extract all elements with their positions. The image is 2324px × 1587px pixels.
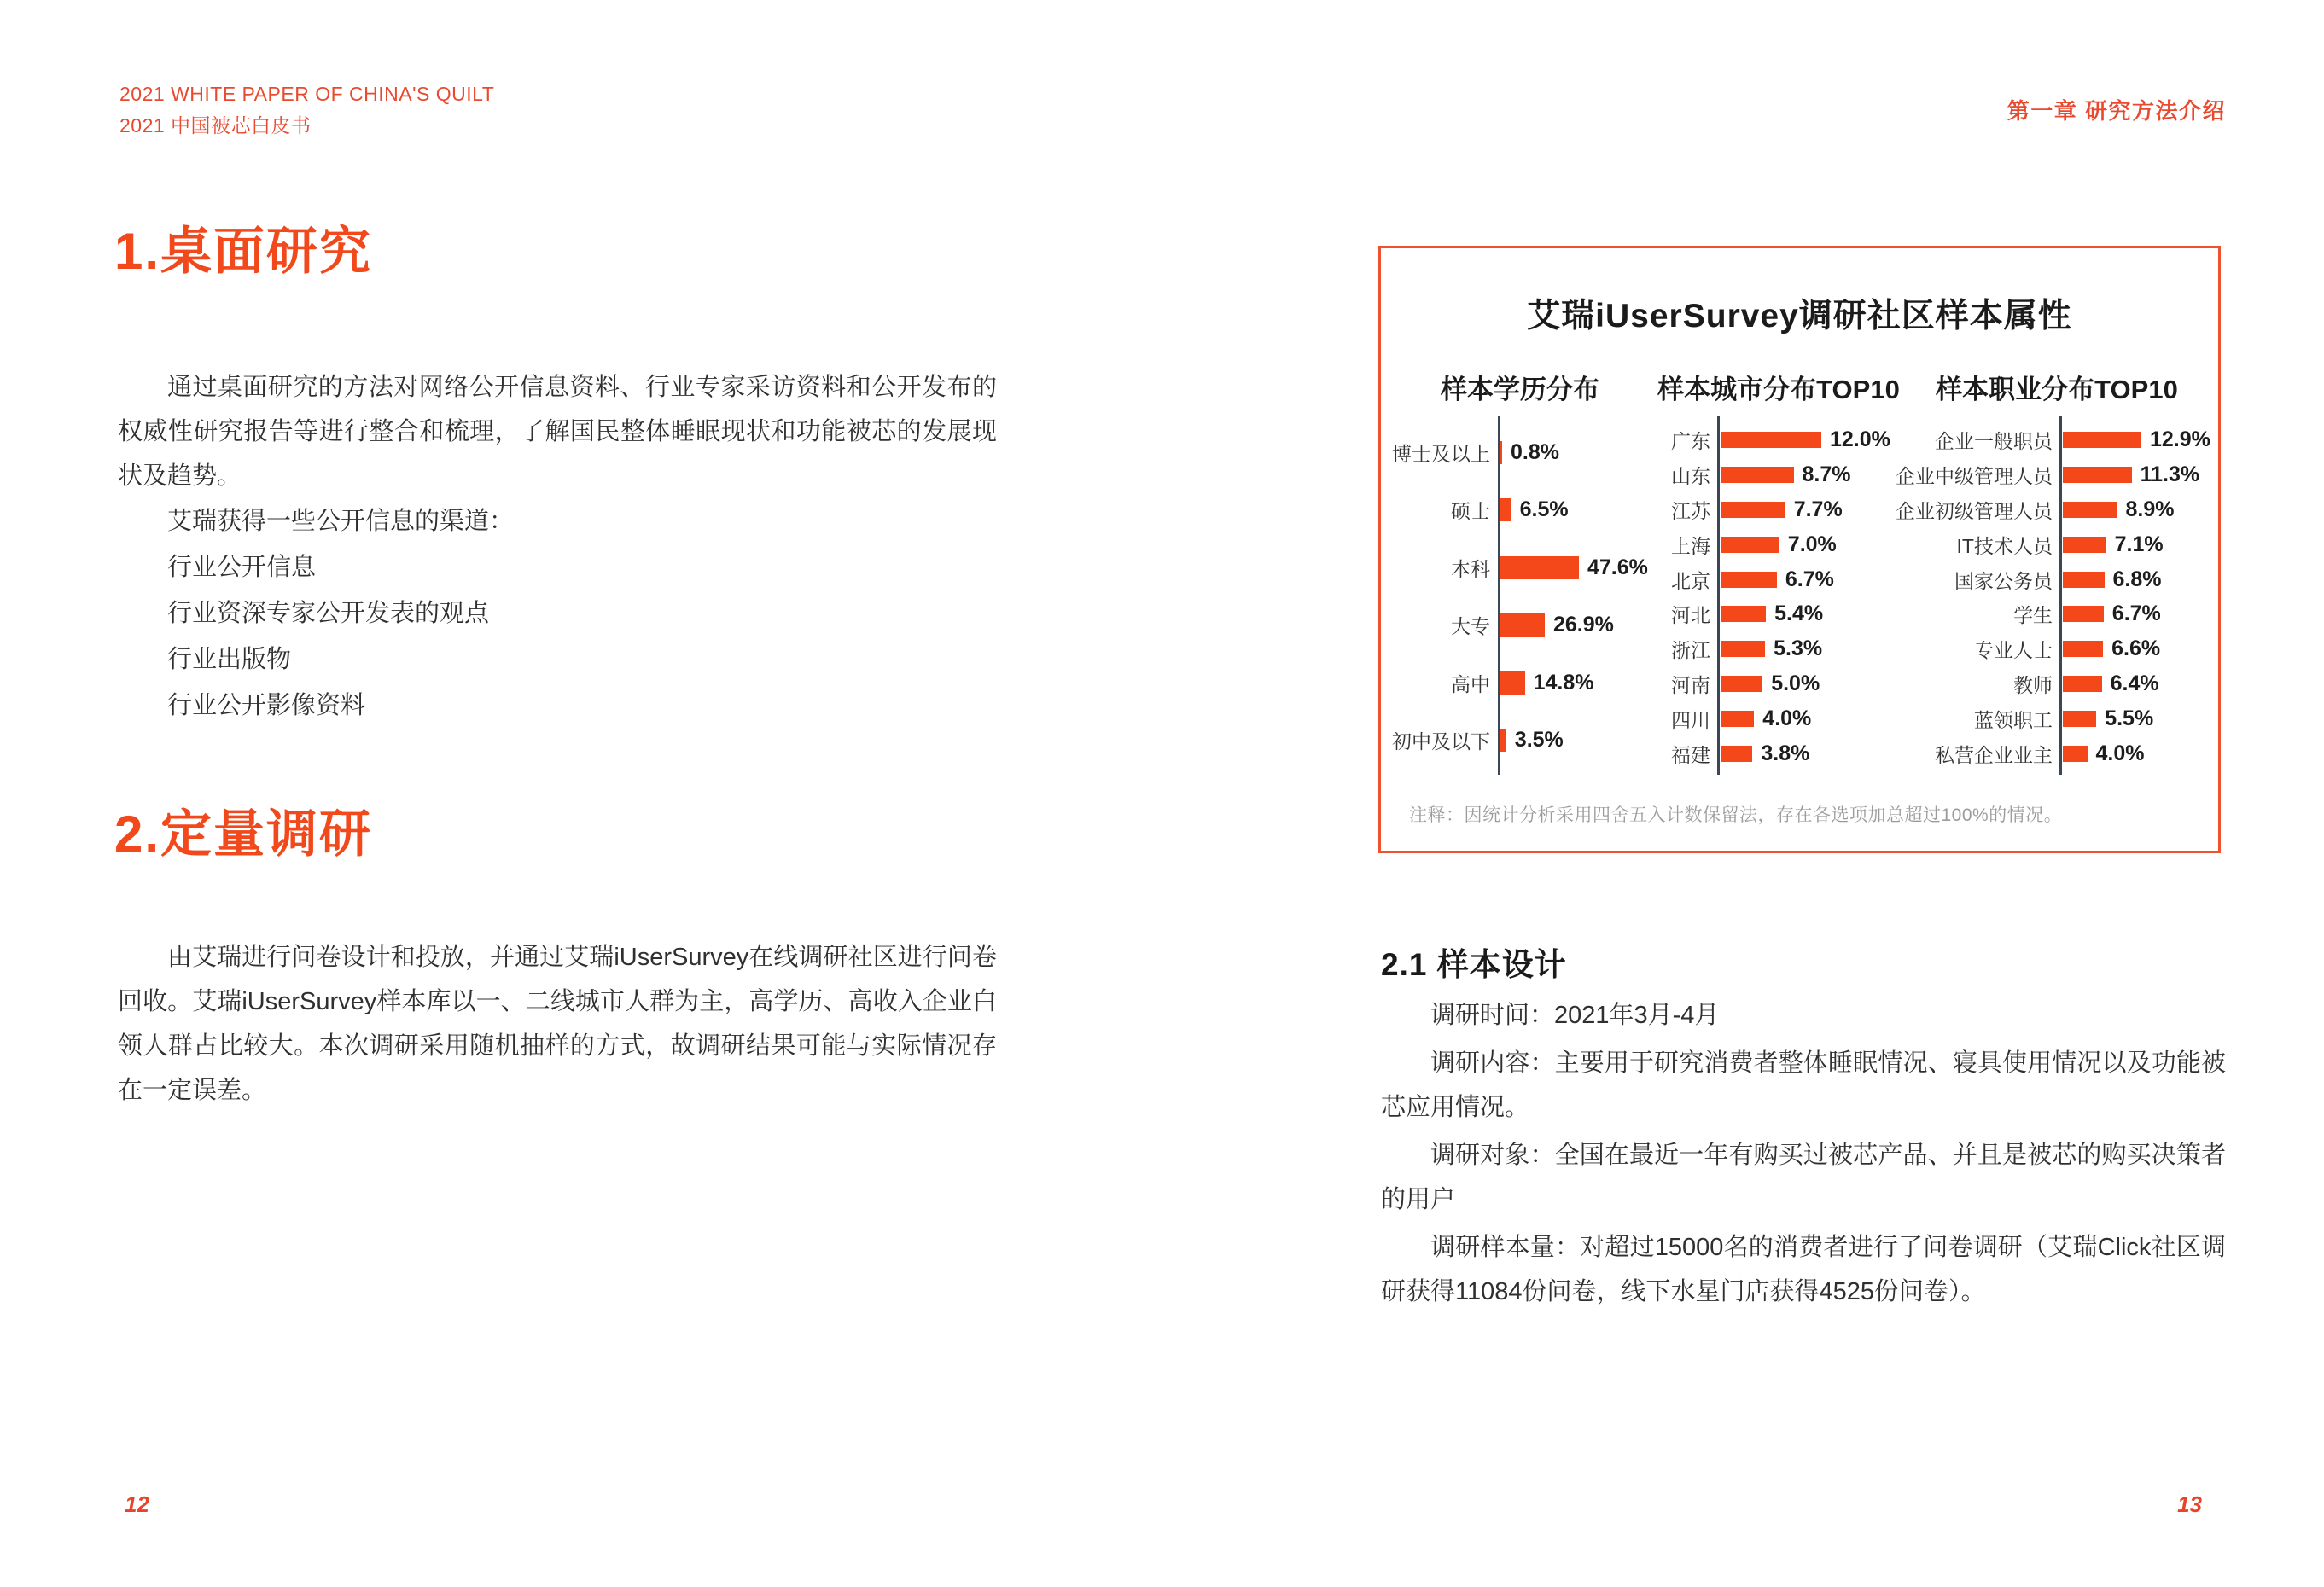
bar-value-label: 7.7% <box>1793 497 1843 521</box>
bar-category-label: 硕士 <box>1451 500 1490 523</box>
header-title-chinese: 2021 中国被芯白皮书 <box>119 114 312 137</box>
bar <box>1721 432 1821 448</box>
bar-category-label: 专业人士 <box>1974 639 2053 662</box>
bar-value-label: 14.8% <box>1533 670 1594 695</box>
channel-item: 行业公开信息 <box>167 554 317 581</box>
bar-value-label: 7.1% <box>2114 532 2164 556</box>
bar-value-label: 6.8% <box>2112 567 2162 591</box>
bar <box>2063 467 2132 483</box>
bar-value-label: 26.9% <box>1553 613 1614 637</box>
section-2-paragraph: 由艾瑞进行问卷设计和投放，并通过艾瑞iUserSurvey在线调研社区进行问卷回收。艾瑞iUserSurvey样本库以一、二线城市人群为主，高学历、高收入企业白领人群占比较大。本次调研采用随机抽样的方式，故调研结果可能与实际情况存在一定误差。 <box>118 944 997 1104</box>
bar-value-label: 0.8% <box>1511 439 1559 464</box>
bar-category-label: 河南 <box>1671 674 1710 697</box>
bar-category-label: 初中及以下 <box>1392 730 1490 753</box>
bar-category-label: 企业初级管理人员 <box>1896 499 2053 522</box>
header-title-english: 2021 WHITE PAPER OF CHINA'S QUILT <box>119 83 495 105</box>
bar-category-label: 广东 <box>1671 430 1710 452</box>
bar <box>1721 502 1785 518</box>
bar-category-label: 高中 <box>1451 672 1490 695</box>
channel-item: 行业出版物 <box>167 646 292 673</box>
bar-value-label: 7.0% <box>1787 532 1837 556</box>
bar-category-label: 教师 <box>2013 674 2053 697</box>
bar-category-label: 企业一般职员 <box>1935 430 2053 452</box>
bar <box>1500 729 1506 752</box>
bar-value-label: 12.0% <box>1830 427 1890 451</box>
bar-value-label: 6.7% <box>1785 567 1834 591</box>
chart-row <box>1859 462 2223 487</box>
bar <box>1500 498 1511 521</box>
city-chart-subtitle: 样本城市分布TOP10 <box>1657 375 1900 404</box>
bar-category-label: 博士及以上 <box>1392 442 1490 465</box>
bar <box>1500 556 1579 579</box>
occupation-chart-subtitle: 样本职业分布TOP10 <box>1936 375 2178 404</box>
bar-category-label: 蓝领职工 <box>1974 709 2053 731</box>
bar <box>1721 467 1794 483</box>
bar-category-label: IT技术人员 <box>1956 534 2053 557</box>
chart-row <box>1859 741 2223 766</box>
chart-row <box>1859 567 2223 592</box>
bar-category-label: 福建 <box>1671 743 1710 766</box>
bar-value-label: 3.5% <box>1514 728 1564 753</box>
bar <box>1500 441 1502 464</box>
bar-category-label: 私营企业业主 <box>1935 743 2053 766</box>
bar <box>2063 537 2106 553</box>
section-1-paragraph: 通过桌面研究的方法对网络公开信息资料、行业专家采访资料和公开发布的权威性研究报告等进行整合和梳理，了解国民整体睡眠现状和功能被芯的发展现状及趋势。 <box>118 374 997 490</box>
sample-attributes-chart-panel <box>1378 246 2221 853</box>
education-chart-subtitle: 样本学历分布 <box>1441 375 1599 404</box>
chart-row <box>1859 497 2223 522</box>
bar-value-label: 5.3% <box>1774 637 1823 661</box>
bar-category-label: 学生 <box>2013 604 2053 627</box>
channel-item: 行业公开影像资料 <box>167 692 366 719</box>
bar-category-label: 本科 <box>1451 557 1490 580</box>
document-header <box>119 78 494 142</box>
bar <box>2063 502 2117 518</box>
bar-value-label: 6.6% <box>2111 637 2161 661</box>
bar-value-label: 8.9% <box>2125 497 2175 521</box>
bar-category-label: 北京 <box>1671 569 1710 592</box>
bar <box>1721 572 1777 588</box>
bar-category-label: 企业中级管理人员 <box>1896 464 2053 487</box>
page-number-right: 13 <box>2177 1491 2202 1517</box>
bar <box>1721 711 1754 727</box>
bar-category-label: 上海 <box>1671 534 1710 557</box>
section-1-title: 1.桌面研究 <box>114 223 373 280</box>
chart-title: 艾瑞iUserSurvey调研社区样本属性 <box>1527 298 2072 334</box>
bar <box>1721 606 1766 622</box>
bar <box>2063 606 2104 622</box>
section-2-title: 2.定量调研 <box>114 805 373 863</box>
bar-category-label: 山东 <box>1671 464 1710 487</box>
chapter-header: 第一章 研究方法介绍 <box>2007 98 2226 124</box>
survey-target-paragraph: 调研对象：全国在最近一年有购买过被芯产品、并且是被芯的购买决策者的用户 <box>1381 1142 2226 1213</box>
bar-category-label: 国家公务员 <box>1954 569 2053 592</box>
bar-value-label: 5.5% <box>2105 706 2154 730</box>
chart-row <box>1859 706 2223 731</box>
bar-category-label: 江苏 <box>1671 499 1710 522</box>
bar-value-label: 47.6% <box>1587 555 1648 579</box>
section-2-body <box>118 935 997 1113</box>
bar-category-label: 四川 <box>1671 709 1710 731</box>
bar-category-label: 浙江 <box>1671 639 1710 662</box>
bar <box>2063 676 2102 692</box>
bar <box>2063 572 2105 588</box>
bar-value-label: 6.5% <box>1519 497 1569 522</box>
chart-row <box>1859 671 2223 697</box>
bar <box>2063 432 2141 448</box>
bar <box>1500 671 1525 695</box>
survey-sample-size-paragraph: 调研样本量：对超过15000名的消费者进行了问卷调研（艾瑞Click社区调研获得11084份问卷，线下水星门店获得4525份问卷）。 <box>1381 1234 2226 1305</box>
chart-row <box>1859 637 2223 662</box>
bar <box>1721 537 1779 553</box>
section-2-1-body <box>1381 993 2226 1317</box>
bar-value-label: 5.4% <box>1774 602 1824 626</box>
channels-intro: 艾瑞获得一些公开信息的渠道： <box>167 508 515 535</box>
chart-row <box>1859 532 2223 557</box>
bar <box>2063 746 2088 762</box>
section-2-1-title: 2.1 样本设计 <box>1381 947 1567 982</box>
bar-value-label: 11.3% <box>2140 462 2200 486</box>
bar <box>2063 711 2096 727</box>
bar <box>1721 746 1752 762</box>
page-number-left: 12 <box>125 1491 149 1517</box>
section-1-body <box>118 365 997 729</box>
bar-category-label: 大专 <box>1451 615 1490 638</box>
bar-value-label: 4.0% <box>2095 741 2145 765</box>
bar-value-label: 6.7% <box>2111 602 2161 626</box>
bar-category-label: 河北 <box>1671 604 1710 627</box>
bar-value-label: 3.8% <box>1761 741 1810 765</box>
chart-row <box>1859 602 2223 627</box>
channel-item: 行业资深专家公开发表的观点 <box>167 600 490 627</box>
bar-value-label: 12.9% <box>2150 427 2210 451</box>
bar <box>1721 641 1765 657</box>
chart-footnote: 注释：因统计分析采用四舍五入计数保留法，存在各选项加总超过100%的情况。 <box>1409 805 2063 825</box>
bar-value-label: 4.0% <box>1762 706 1812 730</box>
bar-value-label: 5.0% <box>1771 671 1820 696</box>
bar <box>1500 613 1545 637</box>
bar-value-label: 6.4% <box>2110 671 2159 696</box>
survey-content-paragraph: 调研内容：主要用于研究消费者整体睡眠情况、寝具使用情况以及功能被芯应用情况。 <box>1381 1049 2226 1121</box>
occupation-bar-chart <box>1859 416 2223 775</box>
bar-value-label: 8.7% <box>1802 462 1851 486</box>
bar <box>2063 641 2103 657</box>
survey-time-paragraph: 调研时间：2021年3月-4月 <box>1430 1002 1720 1029</box>
bar <box>1721 676 1762 692</box>
